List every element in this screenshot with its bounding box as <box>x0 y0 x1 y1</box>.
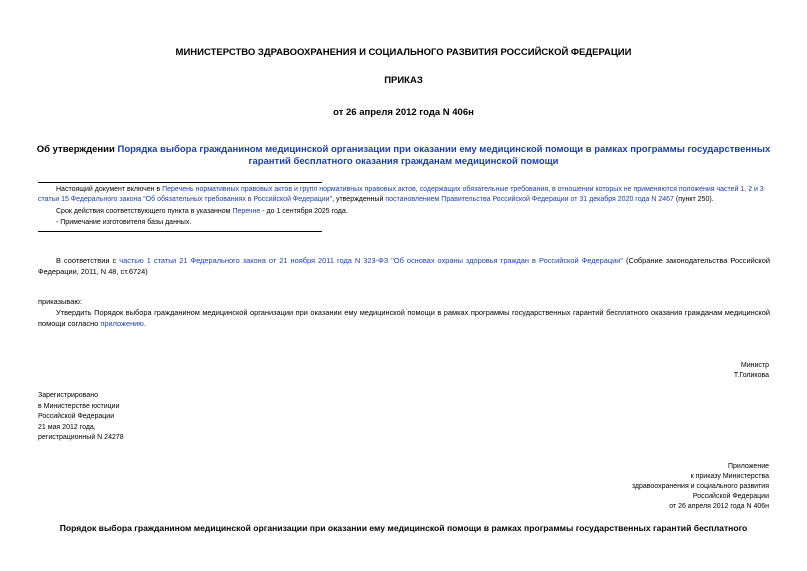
order-word: приказываю: <box>38 297 82 306</box>
appendix-line: к приказу Министерства <box>690 473 769 480</box>
title-prefix: Об утверждении <box>36 144 118 155</box>
note-bottom-rule <box>38 231 322 232</box>
note-text: Срок действия соответствующего пункта в указанном <box>56 208 233 215</box>
body-paragraph-basis <box>38 255 770 277</box>
registration-line: Зарегистрировано <box>38 392 98 399</box>
document-title <box>30 144 777 168</box>
note-text: , утвержденный <box>332 196 386 203</box>
note-text: (пункт 250). <box>673 196 714 203</box>
doc-date-number: от 26 апреля 2012 года N 406н <box>333 107 474 118</box>
appendix-line: от 26 апреля 2012 года N 406н <box>669 503 769 510</box>
registration-line: в Министерстве юстиции <box>38 402 120 410</box>
body-text: (Собрание законодательства Российской Федерации, 2011, N 48, ст.6724) <box>38 256 770 276</box>
registration-line: 21 мая 2012 года, <box>38 423 96 431</box>
note-link-perechne[interactable]: Перечне <box>232 208 261 215</box>
note-paragraph-2 <box>38 207 770 217</box>
note-top-rule <box>38 182 322 183</box>
body-text: Утвердить Порядок выбора гражданином медицинской организации при оказании ему медицинской помощи в рамках программы государственных гарантий бесплатного оказания гражданам медицинской помощи согласно <box>38 308 770 328</box>
note-link-perechen[interactable]: Перечень нормативных правовых актов и групп нормативных правовых актов, содержащих обязательные требования, в отношении которых не применяются положения частей 1, 2 и 3 статьи 15 Федерального закона "Об обязательных требованиях в Российской Федерации" <box>38 186 764 203</box>
appendix-line: Приложение <box>727 463 769 470</box>
body-text: В соответствии с <box>56 256 120 265</box>
note-link-postanovlenie[interactable]: постановлением Правительства Российской Федерации от 31 декабря 2020 года N 2467 <box>385 196 674 203</box>
appendix-block <box>632 462 769 512</box>
appendix-line: Российской Федерации <box>692 493 769 500</box>
registration-block <box>38 391 124 444</box>
ministry-heading: МИНИСТЕРСТВО ЗДРАВООХРАНЕНИЯ И СОЦИАЛЬНОГО РАЗВИТИЯ РОССИЙСКОЙ ФЕДЕРАЦИИ <box>175 47 632 58</box>
note-text: Настоящий документ включен в <box>56 186 163 193</box>
body-paragraph-approve <box>38 307 770 329</box>
registration-line: Российской Федерации <box>38 413 115 420</box>
signature-position: Министр <box>740 362 769 369</box>
registration-line: регистрационный N 24278 <box>38 434 124 441</box>
law-link[interactable]: частью 1 статьи 21 Федерального закона от 21 ноября 2011 года N 323-ФЗ "Об основах охраны здоровья граждан в Российской Федерации" <box>119 256 623 265</box>
signature-block <box>734 361 769 381</box>
title-link[interactable]: Порядка выбора гражданином медицинской организации при оказании ему медицинской помощи в рамках программы государственных гарантий бесплатного оказания гражданам медицинской помощи <box>117 144 771 167</box>
appendix-title: Порядок выбора гражданином медицинской организации при оказании ему медицинской помощи в рамках программы государственных гарантий бесплатного <box>59 523 748 533</box>
appendix-line: здравоохранения и социального развития <box>631 483 769 490</box>
note-paragraph-1 <box>38 185 770 205</box>
note-paragraph-3: - Примечание изготовителя базы данных. <box>56 219 192 226</box>
body-text: . <box>143 319 146 328</box>
doc-type-heading: ПРИКАЗ <box>384 75 423 86</box>
appendix-link[interactable]: приложению <box>100 319 144 328</box>
note-text: - до 1 сентября 2025 года. <box>260 208 348 215</box>
signature-name: Т.Голикова <box>733 372 769 379</box>
